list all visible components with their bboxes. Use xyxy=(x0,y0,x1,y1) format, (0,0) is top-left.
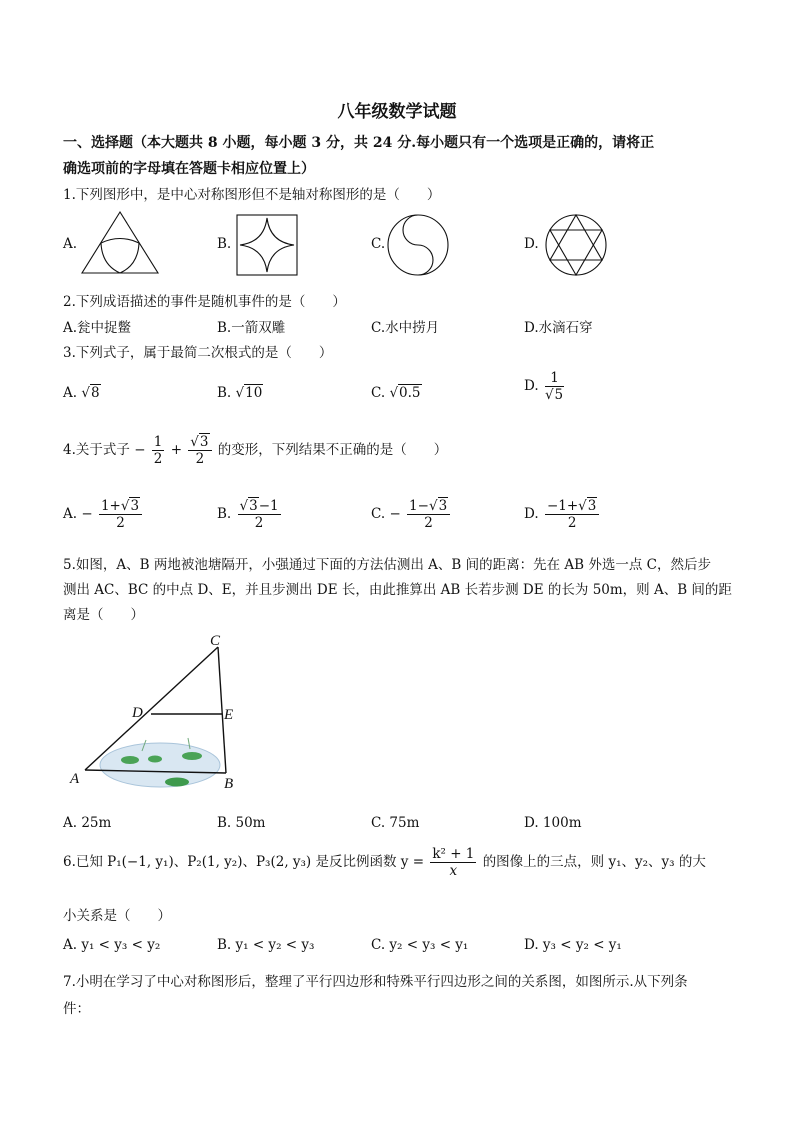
q4-c-fraction xyxy=(407,498,450,531)
q4-b-fraction xyxy=(238,498,281,531)
sqrt-sign: √ xyxy=(389,385,399,401)
q3-radicand-a: 8 xyxy=(90,385,100,401)
plus-sign: + xyxy=(170,442,182,458)
q4-expr-radicand: 3 xyxy=(199,434,209,450)
q3-radicand-b: 10 xyxy=(245,385,263,401)
q6-option-b: B. y₁ < y₂ < y₃ xyxy=(217,937,315,953)
q4-label-c: C. xyxy=(371,506,386,522)
q4-stem xyxy=(63,434,447,467)
q5-point-b: B xyxy=(224,776,234,792)
q4-stem-suffix: 的变形，下列结果不正确的是（ ） xyxy=(217,442,448,458)
q3-radicand-d: 5 xyxy=(554,387,564,403)
q1-label-a: A. xyxy=(63,236,78,252)
q5-point-d: D xyxy=(132,705,143,721)
q4-expr-frac2-num xyxy=(188,434,211,451)
q6-frac-numerator: k² + 1 xyxy=(432,846,475,862)
q4-b-radicand: 3 xyxy=(249,498,258,514)
q4-expr-frac2-den: 2 xyxy=(195,451,205,467)
q4-d-num-pre: −1+ xyxy=(546,498,579,514)
section-heading-line2: 确选项前的字母填在答题卡相应位置上） xyxy=(63,161,315,177)
q4-stem-prefix: 4.关于式子 xyxy=(63,442,130,458)
q7-line2: 件： xyxy=(63,1001,90,1017)
q3-label-c: C. xyxy=(371,385,386,401)
q7-line1: 7.小明在学习了中心对称图形后，整理了平行四边形和特殊平行四边形之间的关系图，如图所示.从下列条 xyxy=(63,974,688,990)
section-heading-line1: 一、选择题（本大题共 8 小题，每小题 3 分，共 24 分.每小题只有一个选项是正确的，请将正 xyxy=(63,135,655,151)
q6-option-c: C. y₂ < y₃ < y₁ xyxy=(371,937,469,953)
q5-line1: 5.如图，A、B 两地被池塘隔开，小强通过下面的方法估测出 A、B 间的距离：先在 AB 外选一点 C，然后步 xyxy=(63,557,711,573)
sqrt-sign: √ xyxy=(235,385,245,401)
q5-point-e: E xyxy=(224,707,234,723)
sqrt-sign: √ xyxy=(578,498,587,514)
q2-option-b: B.一箭双雕 xyxy=(217,320,286,336)
q4-a-radicand: 3 xyxy=(130,498,140,514)
minus-sign: − xyxy=(389,506,401,522)
q4-d-fraction xyxy=(545,498,599,531)
q4-b-num-post: −1 xyxy=(258,498,279,514)
minus-sign: − xyxy=(81,506,93,522)
q6-frac-denominator: x xyxy=(449,863,458,879)
q3-option-c xyxy=(371,385,422,401)
q3-label-d: D. xyxy=(524,378,539,394)
q5-line2: 测出 AC、BC 的中点 D、E，并且步测出 DE 长，由此推算出 AB 长若步测 DE 的长为 50m，则 A、B 间的距 xyxy=(63,582,732,598)
q4-c-num-pre: 1− xyxy=(409,498,429,514)
sqrt-sign: √ xyxy=(239,498,249,514)
q4-expr-frac1 xyxy=(152,434,165,467)
q1-figure-d-star-of-david xyxy=(544,213,608,277)
q3-option-b xyxy=(217,385,263,401)
q4-c-denominator: 2 xyxy=(424,515,433,531)
q5-point-a: A xyxy=(70,771,80,787)
q4-b-denominator: 2 xyxy=(254,515,264,531)
q6-function-fraction xyxy=(430,846,476,879)
q1-stem: 1.下列图形中，是中心对称图形但不是轴对称图形的是（ ） xyxy=(63,187,441,203)
q1-label-b: B. xyxy=(217,236,232,252)
q2-option-d: D.水滴石穿 xyxy=(524,320,593,336)
sqrt-sign: √ xyxy=(428,498,438,514)
q4-option-a xyxy=(63,498,144,531)
q3-fraction-d xyxy=(545,370,564,403)
q6-line1-prefix: 6.已知 P₁(−1, y₁)、P₂(1, y₂)、P₃(2, y₃) 是反比例函数 y = xyxy=(63,854,425,870)
q2-option-c: C.水中捞月 xyxy=(371,320,440,336)
sqrt-sign: √ xyxy=(81,385,90,401)
q5-option-b: B. 50m xyxy=(217,815,266,831)
q6-line1 xyxy=(63,846,706,879)
q5-option-c: C. 75m xyxy=(371,815,420,831)
q5-pond-triangle-figure xyxy=(60,632,260,794)
sqrt-sign: √ xyxy=(120,498,130,514)
q1-figure-b-square-star xyxy=(236,214,298,276)
q4-expr-frac2 xyxy=(188,434,211,467)
q6-line2: 小关系是（ ） xyxy=(63,908,171,924)
minus-sign: − xyxy=(134,442,146,458)
q3-radicand-c: 0.5 xyxy=(399,385,421,401)
q5-line3: 离是（ ） xyxy=(63,607,144,623)
q3-label-a: A. xyxy=(63,385,78,401)
q4-label-d: D. xyxy=(524,506,539,522)
sqrt-sign: √ xyxy=(544,387,554,403)
q3-option-a xyxy=(63,385,101,401)
q1-figure-a-triangle-arcs xyxy=(80,210,160,276)
q1-label-c: C. xyxy=(371,236,386,252)
q3-option-d xyxy=(524,370,566,403)
q4-c-numerator xyxy=(407,498,450,515)
q5-option-d: D. 100m xyxy=(524,815,582,831)
q4-d-numerator xyxy=(545,498,599,515)
q4-a-num-pre: 1+ xyxy=(100,498,121,514)
q4-b-numerator xyxy=(238,498,281,515)
q3-fraction-numerator: 1 xyxy=(545,370,564,387)
q1-label-d: D. xyxy=(524,236,539,252)
q4-option-b xyxy=(217,498,283,531)
q4-d-radicand: 3 xyxy=(587,498,597,514)
q3-stem: 3.下列式子，属于最简二次根式的是（ ） xyxy=(63,345,333,361)
q6-option-d: D. y₃ < y₂ < y₁ xyxy=(524,937,622,953)
q4-expr-frac1-num: 1 xyxy=(153,434,163,450)
q3-label-b: B. xyxy=(217,385,232,401)
q4-c-radicand: 3 xyxy=(438,498,448,514)
sqrt-sign: √ xyxy=(190,434,199,450)
page-title: 八年级数学试题 xyxy=(337,102,457,122)
q2-stem: 2.下列成语描述的事件是随机事件的是（ ） xyxy=(63,294,346,310)
q4-expr-frac1-den: 2 xyxy=(153,451,163,467)
q5-option-a: A. 25m xyxy=(63,815,112,831)
q4-option-c xyxy=(371,498,452,531)
q2-option-a: A.瓮中捉鳖 xyxy=(63,320,132,336)
q4-label-b: B. xyxy=(217,506,232,522)
q4-a-numerator xyxy=(99,498,142,515)
q3-fraction-denominator xyxy=(545,387,564,403)
q4-a-denominator: 2 xyxy=(116,515,125,531)
q4-option-d xyxy=(524,498,601,531)
q5-point-c: C xyxy=(210,633,221,649)
q4-a-fraction xyxy=(99,498,142,531)
q6-option-a: A. y₁ < y₃ < y₂ xyxy=(63,937,161,953)
q1-figure-c-yin-yang xyxy=(386,213,450,277)
q4-label-a: A. xyxy=(63,506,78,522)
q4-d-denominator: 2 xyxy=(567,515,577,531)
q6-line1-suffix: 的图像上的三点，则 y₁、y₂、y₃ 的大 xyxy=(482,854,706,870)
